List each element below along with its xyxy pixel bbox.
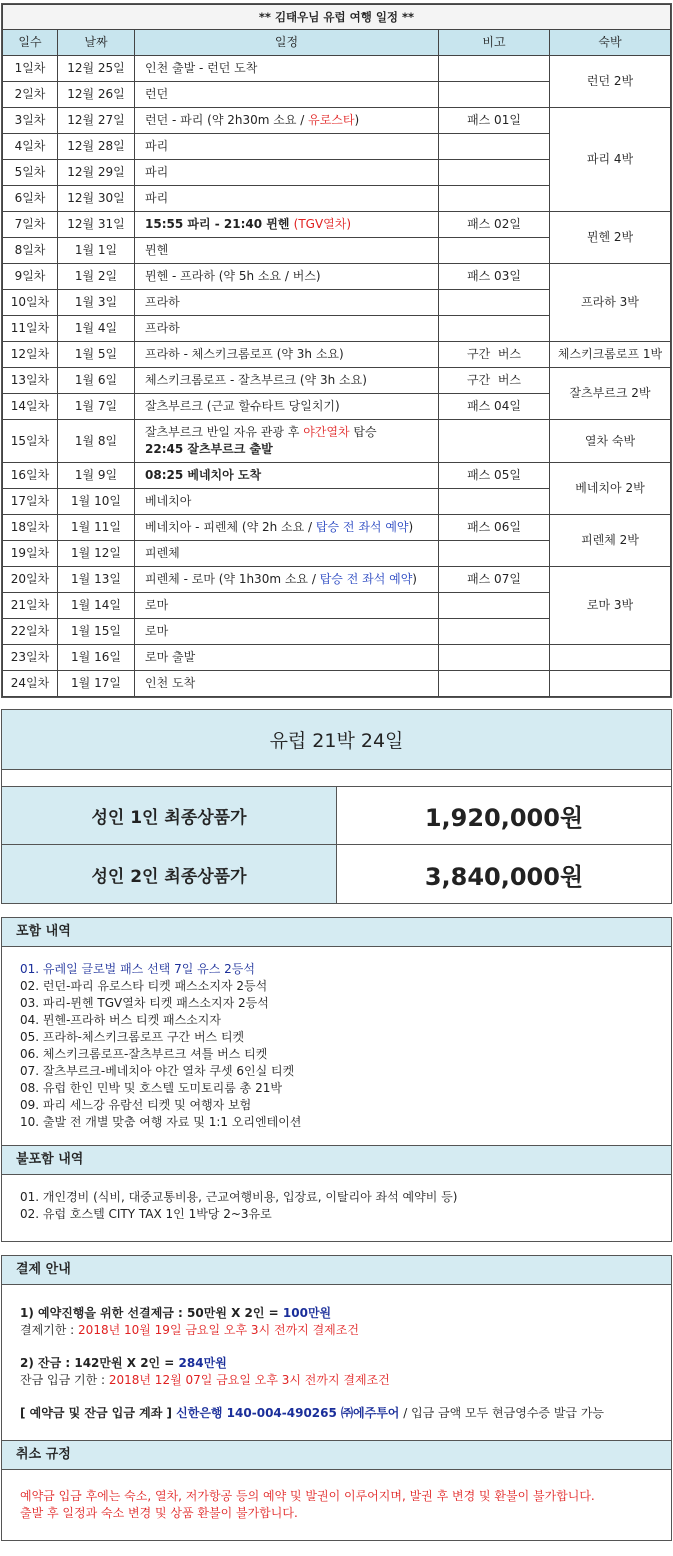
table-row — [3, 56, 671, 82]
plan-cell: 파리 — [135, 134, 439, 160]
date-cell: 1월 13일 — [58, 567, 135, 593]
plan-text: 베네치아 - 피렌체 (약 2h 소요 / — [145, 520, 316, 534]
header-plan: 일정 — [135, 30, 439, 56]
note-cell — [439, 82, 550, 108]
day-cell: 15일차 — [3, 420, 58, 463]
plan-cell: 프라하 - 체스키크롬로프 (약 3h 소요) — [135, 342, 439, 368]
stay-cell — [550, 645, 671, 671]
date-cell: 12월 31일 — [58, 212, 135, 238]
day-cell: 12일차 — [3, 342, 58, 368]
note-cell — [439, 316, 550, 342]
payment-body — [2, 1285, 671, 1440]
summary-section — [1, 709, 672, 904]
list-item: 02. 유럽 호스텔 CITY TAX 1인 1박당 2~3유로 — [20, 1207, 272, 1221]
date-cell: 1월 10일 — [58, 489, 135, 515]
day-cell: 5일차 — [3, 160, 58, 186]
stay-cell: 체스키크롬로프 1박 — [550, 342, 671, 368]
cancel-line: 예약금 입금 후에는 숙소, 열차, 저가항공 등의 예약 및 발권이 이루어지며, 발권 후 변경 및 환불이 불가합니다. — [20, 1489, 595, 1503]
plan-text: 22:45 잘츠부르크 출발 — [145, 442, 273, 456]
plan-cell — [135, 108, 439, 134]
note-cell: 패스 01일 — [439, 108, 550, 134]
plan-cell: 로마 — [135, 593, 439, 619]
stay-cell: 베네치아 2박 — [550, 463, 671, 515]
note-cell — [439, 290, 550, 316]
note-cell — [439, 420, 550, 463]
deposit-total: 100만원 — [282, 1306, 332, 1320]
header-date: 날짜 — [58, 30, 135, 56]
plan-text: ) — [354, 113, 360, 127]
day-cell: 22일차 — [3, 619, 58, 645]
stay-cell: 프라하 3박 — [550, 264, 671, 342]
list-item: 02. 런던-파리 유로스타 티켓 패스소지자 2등석 — [20, 979, 268, 993]
itinerary-section — [1, 3, 672, 698]
plan-cell — [135, 463, 439, 489]
day-cell: 9일차 — [3, 264, 58, 290]
day-cell: 1일차 — [3, 56, 58, 82]
plan-cell: 뮌헨 — [135, 238, 439, 264]
note-cell — [439, 56, 550, 82]
day-cell: 16일차 — [3, 463, 58, 489]
excluded-list — [2, 1175, 671, 1241]
note-cell — [439, 186, 550, 212]
date-cell: 1월 12일 — [58, 541, 135, 567]
date-cell: 1월 6일 — [58, 368, 135, 394]
list-item: 01. 개인경비 (식비, 대중교통비용, 근교여행비용, 입장료, 이탈리아 좌석 예약비 등) — [20, 1190, 458, 1204]
date-cell: 1월 16일 — [58, 645, 135, 671]
stay-cell: 런던 2박 — [550, 56, 671, 108]
deposit-label: 1) 예약진행을 위한 선결제금 : 50만원 X 2인 = — [20, 1306, 283, 1320]
day-cell: 10일차 — [3, 290, 58, 316]
deposit-deadline: 2018년 10월 19일 금요일 오후 3시 전까지 결제조건 — [78, 1323, 359, 1337]
date-cell: 1월 3일 — [58, 290, 135, 316]
plan-cell: 런던 — [135, 82, 439, 108]
plan-highlight: 야간열차 — [303, 425, 350, 439]
table-row — [3, 342, 671, 368]
cancel-body — [2, 1470, 671, 1540]
day-cell: 7일차 — [3, 212, 58, 238]
plan-text: 08:25 베네치아 도착 — [145, 468, 262, 482]
account-label: [ 예약금 및 잔금 입금 계좌 ] — [20, 1406, 177, 1420]
stay-cell: 뮌헨 2박 — [550, 212, 671, 264]
table-row — [3, 515, 671, 541]
date-cell: 1월 7일 — [58, 394, 135, 420]
deposit-line — [20, 1305, 653, 1322]
day-cell: 23일차 — [3, 645, 58, 671]
note-cell — [439, 160, 550, 186]
balance-deadline-line — [20, 1372, 653, 1389]
adult1-price: 1,920,000원 — [337, 787, 672, 845]
stay-cell: 피렌체 2박 — [550, 515, 671, 567]
date-cell: 1월 5일 — [58, 342, 135, 368]
date-cell: 1월 2일 — [58, 264, 135, 290]
included-list — [2, 947, 671, 1145]
list-item: 06. 체스키크롬로프-잘츠부르크 셔틀 버스 티켓 — [20, 1047, 268, 1061]
date-cell: 12월 26일 — [58, 82, 135, 108]
note-cell: 구간 버스 — [439, 368, 550, 394]
list-item: 03. 파리-뮌헨 TGV열차 티켓 패스소지자 2등석 — [20, 996, 269, 1010]
plan-cell — [135, 420, 439, 463]
list-item: 10. 출발 전 개별 맞춤 여행 자료 및 1:1 오리엔테이션 — [20, 1115, 302, 1129]
note-cell: 패스 05일 — [439, 463, 550, 489]
note-cell — [439, 645, 550, 671]
plan-cell: 프라하 — [135, 290, 439, 316]
summary-table — [1, 709, 672, 904]
adult2-price: 3,840,000원 — [337, 845, 672, 904]
note-cell: 패스 07일 — [439, 567, 550, 593]
day-cell: 18일차 — [3, 515, 58, 541]
date-cell: 12월 25일 — [58, 56, 135, 82]
note-cell: 패스 03일 — [439, 264, 550, 290]
note-cell — [439, 619, 550, 645]
list-item: 08. 유럽 한인 민박 및 호스텔 도미토리룸 총 21박 — [20, 1081, 282, 1095]
list-item: 04. 뮌헨-프라하 버스 티켓 패스소지자 — [20, 1013, 221, 1027]
plan-cell: 인천 출발 - 런던 도착 — [135, 56, 439, 82]
itinerary-table — [2, 4, 671, 697]
balance-label: 2) 잔금 : 142만원 X 2인 = — [20, 1356, 179, 1370]
day-cell: 20일차 — [3, 567, 58, 593]
plan-cell: 체스키크롬로프 - 잘츠부르크 (약 3h 소요) — [135, 368, 439, 394]
spacer — [20, 1389, 653, 1405]
note-cell — [439, 134, 550, 160]
table-row — [3, 368, 671, 394]
day-cell: 14일차 — [3, 394, 58, 420]
table-row — [3, 567, 671, 593]
date-cell: 1월 9일 — [58, 463, 135, 489]
inclusions-section — [1, 917, 672, 1242]
date-cell: 1월 17일 — [58, 671, 135, 697]
plan-text: 15:55 파리 - 21:40 뮌헨 — [145, 217, 294, 231]
trip-title: 유럽 21박 24일 — [2, 710, 672, 770]
table-row — [3, 671, 671, 697]
date-cell: 12월 29일 — [58, 160, 135, 186]
plan-highlight: 유로스타 — [308, 113, 355, 127]
itinerary-title: ** 김태우님 유럽 여행 일정 ** — [3, 5, 671, 30]
included-title: 포함 내역 — [2, 918, 671, 947]
plan-cell: 뮌헨 - 프라하 (약 5h 소요 / 버스) — [135, 264, 439, 290]
stay-cell: 잘츠부르크 2박 — [550, 368, 671, 420]
list-item: 07. 잘츠부르크-베네치아 야간 열차 쿠셋 6인실 티켓 — [20, 1064, 295, 1078]
plan-text: 탑승 — [349, 425, 377, 439]
spacer — [2, 770, 672, 787]
plan-highlight: 탑승 전 좌석 예약 — [315, 520, 409, 534]
note-cell: 패스 02일 — [439, 212, 550, 238]
plan-cell: 베네치아 — [135, 489, 439, 515]
plan-highlight: 탑승 전 좌석 예약 — [319, 572, 413, 586]
account-number: 신한은행 140-004-490265 ㈜에주투어 — [176, 1406, 400, 1420]
plan-text: 런던 - 파리 (약 2h30m 소요 / — [145, 113, 309, 127]
day-cell: 17일차 — [3, 489, 58, 515]
balance-deadline: 2018년 12월 07일 금요일 오후 3시 전까지 결제조건 — [108, 1373, 390, 1387]
date-cell: 1월 14일 — [58, 593, 135, 619]
date-cell: 12월 28일 — [58, 134, 135, 160]
table-row — [3, 264, 671, 290]
cancel-title: 취소 규정 — [2, 1440, 671, 1470]
plan-text: ) — [412, 572, 417, 586]
day-cell: 21일차 — [3, 593, 58, 619]
payment-title: 결제 안내 — [2, 1256, 671, 1285]
day-cell: 2일차 — [3, 82, 58, 108]
table-row — [3, 420, 671, 463]
plan-cell: 파리 — [135, 186, 439, 212]
plan-highlight: (TGV열차) — [293, 217, 352, 231]
date-cell: 12월 27일 — [58, 108, 135, 134]
list-item: 09. 파리 세느강 유람선 티켓 및 여행자 보험 — [20, 1098, 252, 1112]
note-cell: 패스 06일 — [439, 515, 550, 541]
spacer — [20, 1339, 653, 1355]
note-cell — [439, 671, 550, 697]
adult1-label: 성인 1인 최종상품가 — [2, 787, 337, 845]
balance-line — [20, 1355, 653, 1372]
balance-total: 284만원 — [178, 1356, 227, 1370]
note-cell — [439, 489, 550, 515]
stay-cell — [550, 671, 671, 697]
day-cell: 3일차 — [3, 108, 58, 134]
plan-cell — [135, 515, 439, 541]
plan-text: 피렌체 - 로마 (약 1h30m 소요 / — [145, 572, 320, 586]
cancel-line: 출발 후 일정과 숙소 변경 및 상품 환불이 불가합니다. — [20, 1506, 298, 1520]
note-cell: 패스 04일 — [439, 394, 550, 420]
day-cell: 19일차 — [3, 541, 58, 567]
adult2-label: 성인 2인 최종상품가 — [2, 845, 337, 904]
day-cell: 11일차 — [3, 316, 58, 342]
plan-cell: 잘츠부르크 (근교 할슈타트 당일치기) — [135, 394, 439, 420]
plan-text: 잘츠부르크 반일 자유 관광 후 — [145, 425, 304, 439]
date-cell: 1월 11일 — [58, 515, 135, 541]
day-cell: 6일차 — [3, 186, 58, 212]
account-note: / 입금 금액 모두 현금영수증 발급 가능 — [399, 1406, 605, 1420]
note-cell — [439, 238, 550, 264]
plan-cell: 로마 — [135, 619, 439, 645]
day-cell: 13일차 — [3, 368, 58, 394]
header-stay: 숙박 — [550, 30, 671, 56]
account-line — [20, 1405, 653, 1422]
deposit-deadline-label: 결제기한 : — [20, 1323, 79, 1337]
balance-deadline-label: 잔금 입금 기한 : — [20, 1373, 109, 1387]
table-row — [3, 645, 671, 671]
list-item: 05. 프라하-체스키크롬로프 구간 버스 티켓 — [20, 1030, 245, 1044]
header-day: 일수 — [3, 30, 58, 56]
excluded-title: 불포함 내역 — [2, 1145, 671, 1175]
date-cell: 1월 4일 — [58, 316, 135, 342]
table-row — [3, 463, 671, 489]
plan-text: ) — [408, 520, 414, 534]
date-cell: 12월 30일 — [58, 186, 135, 212]
plan-cell: 인천 도착 — [135, 671, 439, 697]
plan-cell — [135, 567, 439, 593]
day-cell: 24일차 — [3, 671, 58, 697]
plan-cell: 로마 출발 — [135, 645, 439, 671]
note-cell — [439, 541, 550, 567]
date-cell: 1월 8일 — [58, 420, 135, 463]
list-item: 01. 유레일 글로벌 패스 선택 7일 유스 2등석 — [20, 962, 255, 976]
header-note: 비고 — [439, 30, 550, 56]
stay-cell: 열차 숙박 — [550, 420, 671, 463]
day-cell: 4일차 — [3, 134, 58, 160]
table-row — [3, 108, 671, 134]
date-cell: 1월 15일 — [58, 619, 135, 645]
note-cell — [439, 593, 550, 619]
deposit-deadline-line — [20, 1322, 653, 1339]
stay-cell: 파리 4박 — [550, 108, 671, 212]
plan-cell: 파리 — [135, 160, 439, 186]
date-cell: 1월 1일 — [58, 238, 135, 264]
payment-section — [1, 1255, 672, 1541]
day-cell: 8일차 — [3, 238, 58, 264]
plan-cell: 프라하 — [135, 316, 439, 342]
table-row — [3, 212, 671, 238]
note-cell: 구간 버스 — [439, 342, 550, 368]
plan-cell: 피렌체 — [135, 541, 439, 567]
stay-cell: 로마 3박 — [550, 567, 671, 645]
plan-cell — [135, 212, 439, 238]
